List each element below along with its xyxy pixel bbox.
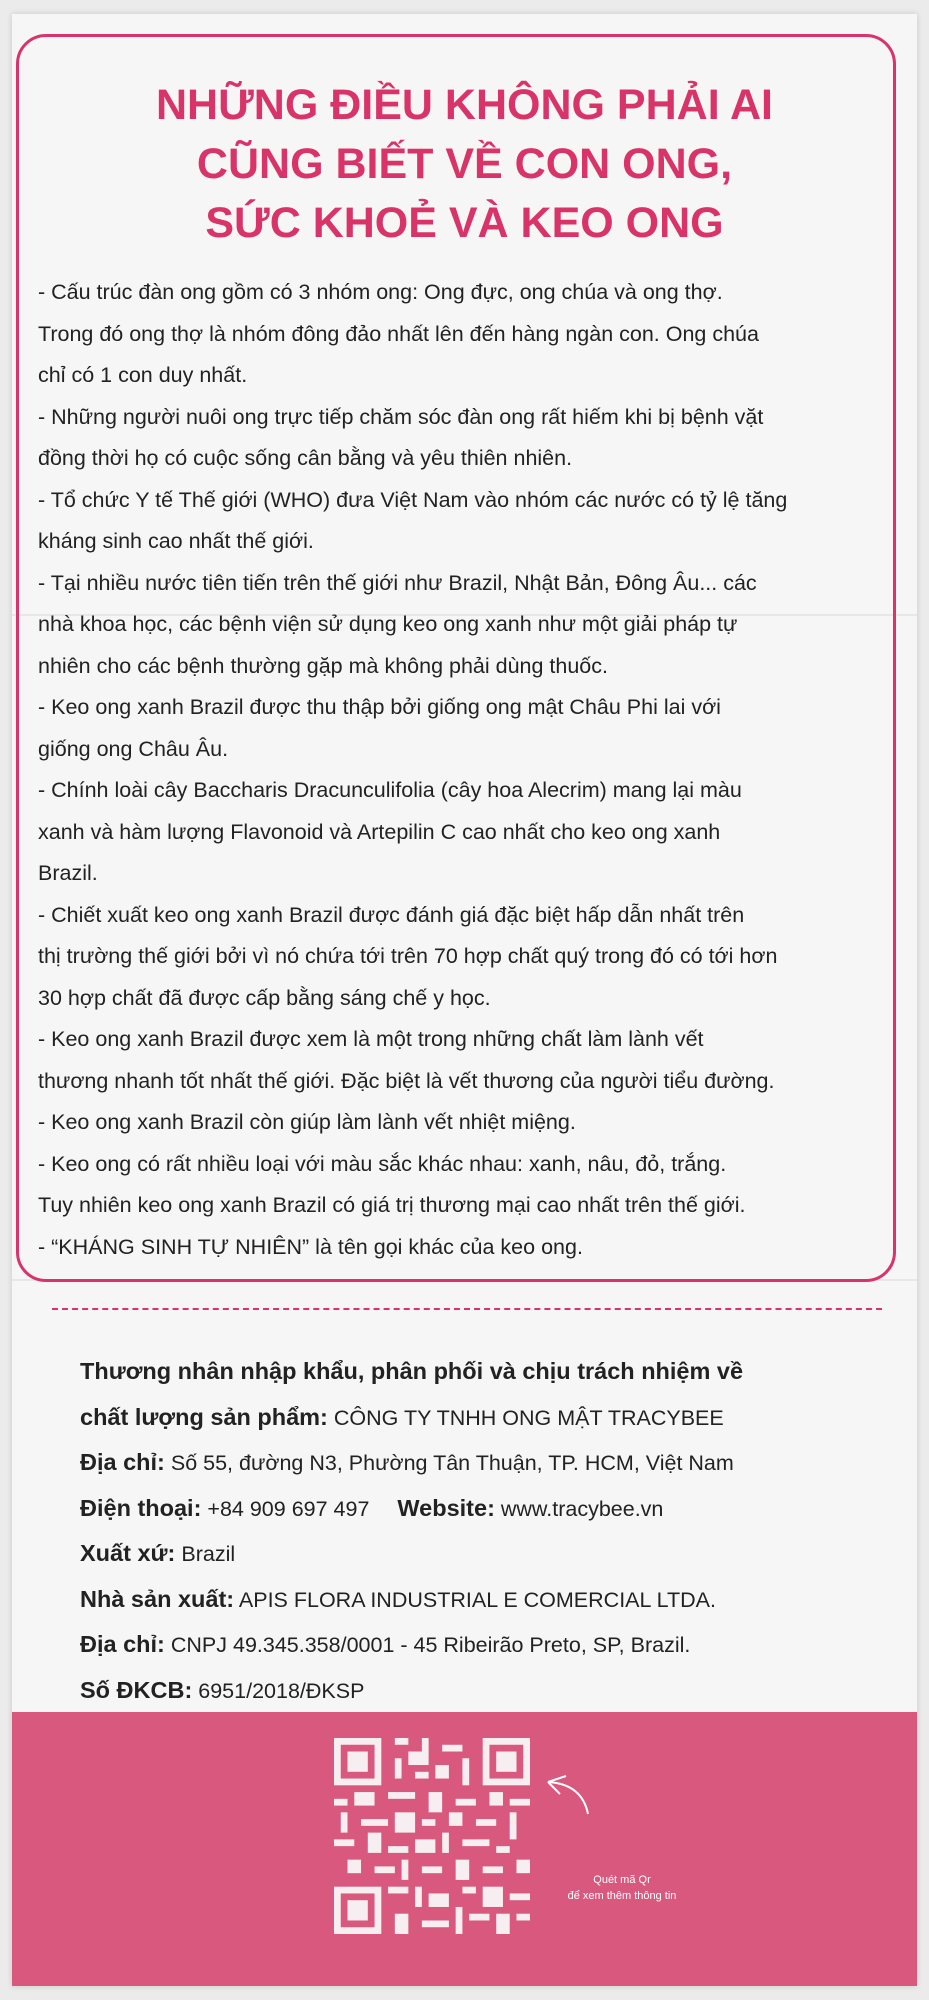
origin-row bbox=[80, 1531, 890, 1577]
qr-caption-line: để xem thêm thông tin bbox=[567, 1890, 677, 1902]
manufacturer-row bbox=[80, 1577, 890, 1623]
text-line: thương nhanh tốt nhất thế giới. Đặc biệt là vết thương của người tiểu đường. bbox=[38, 1068, 775, 1093]
text-line: Brazil. bbox=[38, 861, 98, 885]
text-line: - Chính loài cây Baccharis Dracunculifolia (cây hoa Alecrim) mang lại màu bbox=[38, 778, 742, 802]
quality-label: chất lượng sản phẩm: bbox=[80, 1403, 328, 1430]
qr-caption bbox=[532, 1872, 712, 1904]
phone-value: +84 909 697 497 bbox=[207, 1496, 370, 1521]
text-line: nhà khoa học, các bệnh viện sử dụng keo ong xanh như một giải pháp tự bbox=[38, 612, 738, 636]
website-value: www.tracybee.vn bbox=[500, 1496, 664, 1521]
text-line: - Keo ong xanh Brazil được xem là một trong những chất làm lành vết bbox=[38, 1027, 704, 1051]
manufacturer-label: Nhà sản xuất: bbox=[80, 1585, 235, 1612]
qr-band bbox=[12, 1712, 917, 1986]
registration-row bbox=[80, 1668, 890, 1714]
phone-label: Điện thoại: bbox=[80, 1494, 202, 1521]
company-info bbox=[80, 1349, 890, 1713]
title-line: NHỮNG ĐIỀU KHÔNG PHẢI AI bbox=[156, 81, 773, 129]
text-line: xanh và hàm lượng Flavonoid và Artepilin C cao nhất cho keo ong xanh bbox=[38, 819, 721, 844]
title-line: CŨNG BIẾT VỀ CON ONG, bbox=[196, 140, 733, 188]
address-label: Địa chỉ: bbox=[80, 1449, 165, 1475]
text-line: - Tổ chức Y tế Thế giới (WHO) đưa Việt Nam vào nhóm các nước có tỷ lệ tăng bbox=[38, 487, 788, 512]
address-value: Số 55, đường N3, Phường Tân Thuận, TP. HCM, Việt Nam bbox=[170, 1451, 734, 1475]
cut-line-divider bbox=[52, 1308, 882, 1310]
text-line: - Keo ong xanh Brazil còn giúp làm lành vết nhiệt miệng. bbox=[38, 1110, 576, 1134]
importer-label: Thương nhân nhập khẩu, phân phối và chịu trách nhiệm về bbox=[80, 1358, 744, 1384]
text-line: kháng sinh cao nhất thế giới. bbox=[38, 529, 314, 553]
text-line: - Keo ong có rất nhiều loại với màu sắc khác nhau: xanh, nâu, đỏ, trắng. bbox=[38, 1151, 727, 1176]
phone-row bbox=[80, 1486, 890, 1532]
origin-value: Brazil bbox=[181, 1542, 236, 1566]
leaflet-title bbox=[12, 76, 917, 253]
importer-row-2 bbox=[80, 1395, 890, 1441]
address-row bbox=[80, 1440, 890, 1486]
mfr-address-value: CNPJ 49.345.358/0001 - 45 Ribeirão Preto, SP, Brazil. bbox=[170, 1633, 691, 1657]
mfr-address-label: Địa chỉ: bbox=[80, 1631, 165, 1657]
qr-caption-line: Quét mã Qr bbox=[593, 1874, 651, 1886]
text-line: - Keo ong xanh Brazil được thu thập bởi giống ong mật Châu Phi lai với bbox=[38, 695, 721, 719]
leaflet-page bbox=[12, 14, 917, 1986]
text-line: - Tại nhiều nước tiên tiến trên thế giới như Brazil, Nhật Bản, Đông Âu... các bbox=[38, 570, 757, 595]
website-label: Website: bbox=[397, 1494, 495, 1521]
arrow-icon bbox=[542, 1774, 612, 1864]
manufacturer-value: APIS FLORA INDUSTRIAL E COMERCIAL LTDA. bbox=[238, 1587, 716, 1612]
text-line: - Cấu trúc đàn ong gồm có 3 nhóm ong: Ong đực, ong chúa và ong thợ. bbox=[38, 280, 723, 304]
text-line: - “KHÁNG SINH TỰ NHIÊN” là tên gọi khác của keo ong. bbox=[38, 1234, 583, 1259]
text-line: - Những người nuôi ong trực tiếp chăm sóc đàn ong rất hiếm khi bị bệnh vặt bbox=[38, 404, 764, 429]
text-line: Trong đó ong thợ là nhóm đông đảo nhất lên đến hàng ngàn con. Ong chúa bbox=[38, 321, 759, 346]
importer-value: CÔNG TY TNHH ONG MẬT TRACYBEE bbox=[333, 1405, 724, 1430]
text-line: thị trường thế giới bởi vì nó chứa tới trên 70 hợp chất quý trong đó có tới hơn bbox=[38, 944, 778, 968]
importer-row bbox=[80, 1349, 890, 1395]
title-line: SỨC KHOẺ VÀ KEO ONG bbox=[205, 199, 724, 247]
facts-list bbox=[38, 272, 908, 1268]
text-line: nhiên cho các bệnh thường gặp mà không phải dùng thuốc. bbox=[38, 653, 608, 678]
text-line: 30 hợp chất đã được cấp bằng sáng chế y học. bbox=[38, 985, 491, 1010]
origin-label: Xuất xứ: bbox=[80, 1540, 176, 1566]
mfr-address-row bbox=[80, 1622, 890, 1668]
text-line: chỉ có 1 con duy nhất. bbox=[38, 363, 248, 387]
registration-value: 6951/2018/ĐKSP bbox=[198, 1678, 365, 1703]
text-line: - Chiết xuất keo ong xanh Brazil được đánh giá đặc biệt hấp dẫn nhất trên bbox=[38, 902, 745, 927]
text-line: giống ong Châu Âu. bbox=[38, 736, 229, 761]
qr-code-icon[interactable] bbox=[334, 1738, 530, 1934]
text-line: đồng thời họ có cuộc sống cân bằng và yêu thiên nhiên. bbox=[38, 446, 573, 470]
registration-label: Số ĐKCB: bbox=[80, 1676, 193, 1703]
text-line: Tuy nhiên keo ong xanh Brazil có giá trị thương mại cao nhất trên thế giới. bbox=[38, 1193, 746, 1217]
